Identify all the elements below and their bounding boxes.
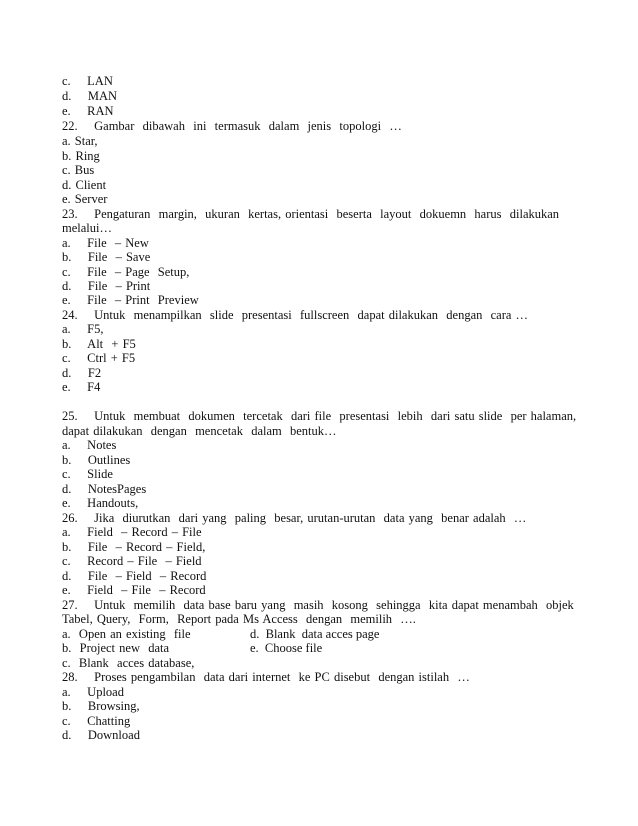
q24-option-c: c. Ctrl + F5 <box>62 351 136 365</box>
q22-option-e: e. Server <box>62 192 108 206</box>
q24-option-e: e. F4 <box>62 380 101 394</box>
q28-option-b: b. Browsing, <box>62 699 140 713</box>
question-25-cont: dapat dilakukan dengan mencetak dalam bentuk… <box>62 424 337 438</box>
q25-option-c: c. Slide <box>62 467 113 481</box>
q22-option-c: c. Bus <box>62 163 95 177</box>
option-c-lan: c. LAN <box>62 74 113 88</box>
q27-option-e: e. Choose file <box>250 641 323 655</box>
q25-option-b: b. Outlines <box>62 453 131 467</box>
option-e-ran: e. RAN <box>62 104 114 118</box>
q26-option-e: e. Field – File – Record <box>62 583 206 597</box>
q23-option-d: d. File – Print <box>62 279 151 293</box>
q24-option-b: b. Alt + F5 <box>62 337 136 351</box>
q22-option-d: d. Client <box>62 178 107 192</box>
q27-option-a: a. Open an existing file <box>62 627 191 641</box>
q27-option-b: b. Project new data <box>62 641 170 655</box>
question-23: 23. Pengaturan margin, ukuran kertas, orientasi beserta layout dokuemn harus dilakukan <box>62 207 560 221</box>
option-d-man: d. MAN <box>62 89 118 103</box>
question-27-cont: Tabel, Query, Form, Report pada Ms Access dengan memilih …. <box>62 612 416 626</box>
q27-option-c: c. Blank acces database, <box>62 656 195 670</box>
q28-option-d: d. Download <box>62 728 140 742</box>
question-26: 26. Jika diurutkan dari yang paling besar, urutan-urutan data yang benar adalah … <box>62 511 527 525</box>
q28-option-c: c. Chatting <box>62 714 131 728</box>
q22-option-a: a. Star, <box>62 134 98 148</box>
q22-option-b: b. Ring <box>62 149 100 163</box>
q23-option-e: e. File – Print Preview <box>62 293 199 307</box>
q25-option-e: e. Handouts, <box>62 496 139 510</box>
q28-option-a: a. Upload <box>62 685 124 699</box>
q24-option-a: a. F5, <box>62 322 104 336</box>
question-23-cont: melalui… <box>62 221 112 235</box>
q26-option-c: c. Record – File – Field <box>62 554 202 568</box>
q27-option-d: d. Blank data acces page <box>250 627 380 641</box>
q26-option-b: b. File – Record – Field, <box>62 540 206 554</box>
q25-option-a: a. Notes <box>62 438 117 452</box>
q26-option-d: d. File – Field – Record <box>62 569 207 583</box>
q23-option-a: a. File – New <box>62 236 149 250</box>
q23-option-c: c. File – Page Setup, <box>62 265 190 279</box>
question-27: 27. Untuk memilih data base baru yang masih kosong sehingga kita dapat menambah objek <box>62 598 574 612</box>
q26-option-a: a. Field – Record – File <box>62 525 202 539</box>
q25-option-d: d. NotesPages <box>62 482 147 496</box>
q24-option-d: d. F2 <box>62 366 102 380</box>
question-22: 22. Gambar dibawah ini termasuk dalam jenis topologi … <box>62 119 402 133</box>
question-28: 28. Proses pengambilan data dari internet ke PC disebut dengan istilah … <box>62 670 470 684</box>
q23-option-b: b. File – Save <box>62 250 151 264</box>
question-24: 24. Untuk menampilkan slide presentasi fullscreen dapat dilakukan dengan cara … <box>62 308 529 322</box>
question-25: 25. Untuk membuat dokumen tercetak dari file presentasi lebih dari satu slide per halaman, <box>62 409 577 423</box>
